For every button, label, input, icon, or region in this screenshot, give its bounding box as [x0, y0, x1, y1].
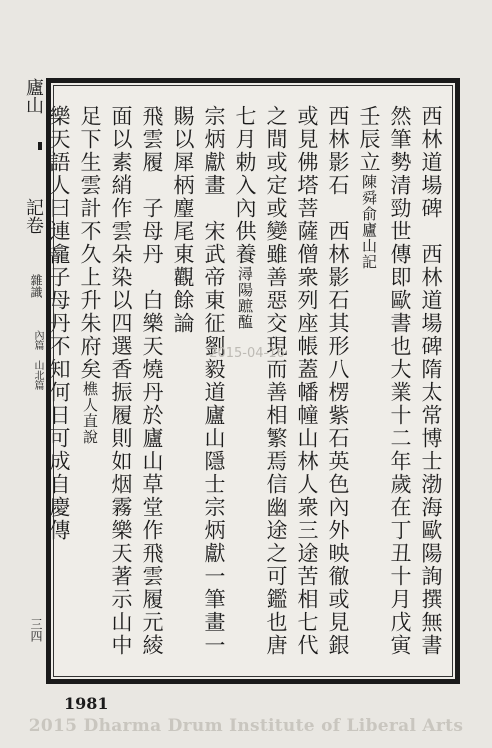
footer-institute-credit: 2015 Dharma Drum Institute of Liberal Arts: [28, 716, 464, 736]
text-column-7: 七月勅入內供養潯陽蹠醢: [233, 105, 257, 330]
text-column-2: 然筆勢清勁世傳即歐書也大業十二年歲在丁丑十月戊寅: [388, 105, 412, 657]
text-column-5: 或見佛塔菩薩僧衆列座帳蓋幡幢山林人衆三途苦相七代: [295, 105, 319, 657]
text-column-13: 樂天語人曰連龕子母丹不知何日可成自慶傳: [47, 105, 71, 542]
margin-page-number: 三四: [29, 618, 43, 642]
text-column-10: 飛雲履 子母丹 白樂天燒丹於廬山草堂作飛雲履元綾: [140, 105, 164, 657]
text-column-3: 壬辰立陳舜俞廬山記: [357, 105, 381, 270]
text-column-9: 賜以犀柄麈尾東觀餘論: [171, 105, 195, 335]
margin-top-glyphs: 廬山: [23, 78, 44, 114]
margin-title-glyphs: 記卷: [23, 198, 44, 234]
text-column-11: 面以素綃作雲朵染以四選香振履則如烟霧樂天著示山中: [109, 105, 133, 657]
margin-section-label: 內篇: [32, 330, 43, 350]
margin-rule: [38, 142, 42, 150]
text-column-8: 宗炳獻畫 宋武帝東征劉毅道廬山隱士宗炳獻一筆畫一: [202, 105, 226, 657]
page-margin-ornament: [14, 78, 44, 684]
footer-page-number: 1981: [64, 694, 109, 713]
text-frame: [46, 78, 460, 684]
margin-sub-label: 山北篇: [32, 360, 43, 390]
text-column-6: 之間或定或變雖善惡交現而善相繁焉信幽途之可鑑也唐: [264, 105, 288, 657]
scan-watermark: 2015-04-16: [209, 346, 285, 361]
margin-volume-label: 雜識: [29, 274, 43, 298]
text-column-4: 西林影石 西林影石其形八楞紫石英色內外映徹或見銀: [326, 105, 350, 657]
text-column-12: 足下生雲計不久上升朱府矣樵人直說: [78, 105, 102, 445]
text-column-1: 西林道場碑 西林道場碑隋太常博士渤海歐陽詢撰無書: [419, 105, 443, 657]
